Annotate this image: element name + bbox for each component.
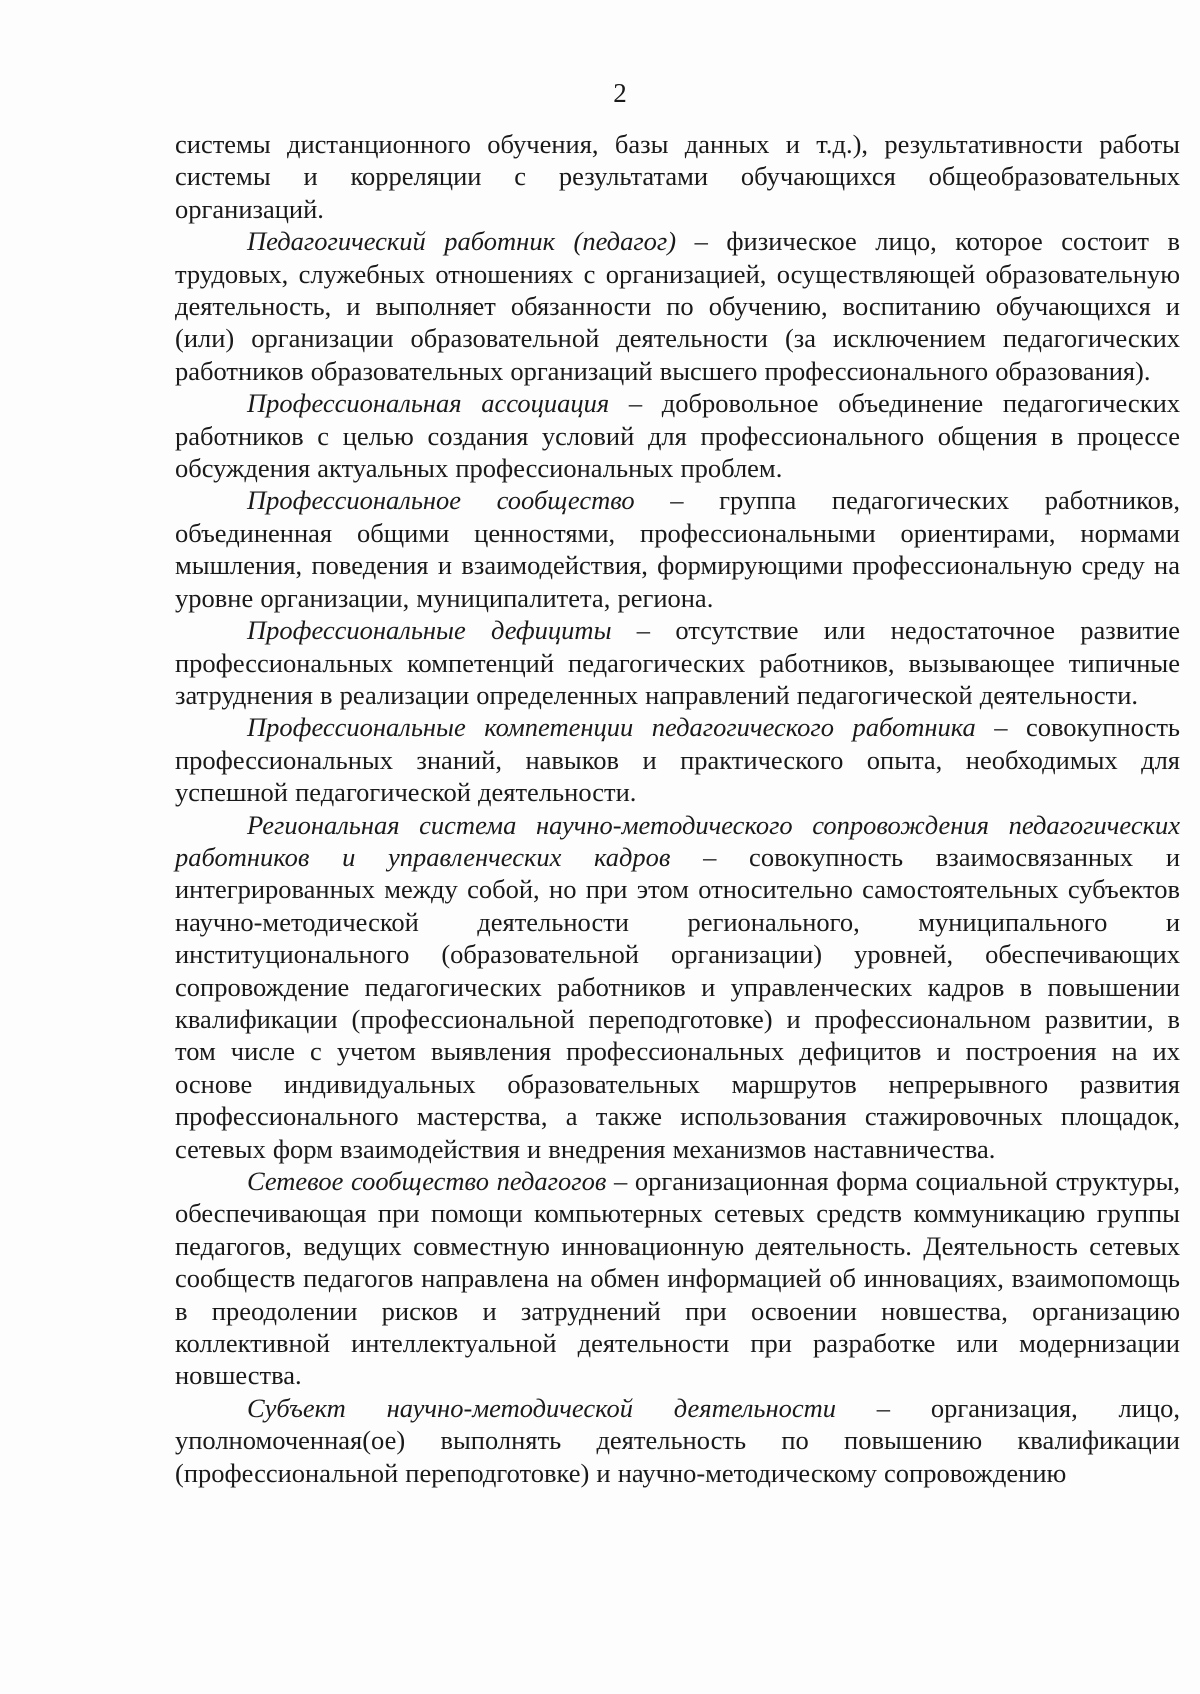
definition-paragraph — [175, 1392, 1180, 1489]
definition-term: Профессиональные дефициты — [247, 615, 612, 646]
definition-term: Педагогический работник (педагог) — [247, 226, 677, 257]
definition-text: – организация, лицо, уполномоченная(ое) выполнять деятельность по повышению квалификации (профессиональной переподготовке) и научно-методическому сопровождению — [175, 1392, 1180, 1488]
definition-text: – совокупность профессиональных знаний, навыков и практического опыта, необходимых для успешной педагогической деятельности. — [175, 712, 1181, 808]
definition-term: Сетевое сообщество педагогов — [247, 1166, 607, 1196]
definition-paragraph — [175, 225, 1180, 387]
definition-paragraph — [175, 809, 1180, 1165]
definition-text: – отсутствие или недостаточное развитие профессиональных компетенций педагогических работников, вызывающее типичные затруднения в реализации определенных направлений педагогической деятельности. — [175, 615, 1180, 710]
paragraph-continuation — [175, 128, 1180, 225]
definition-text: – добровольное объединение педагогических работников с целью создания условий для профессионального общения в процессе обсуждения актуальных профессиональных проблем. — [175, 388, 1180, 484]
definition-term: Профессиональная ассоциация — [247, 388, 610, 419]
definition-paragraph — [175, 711, 1180, 808]
definition-text: – группа педагогических работников, объединенная общими ценностями, профессиональными ориентирами, нормами мышления, поведения и взаимодействия, формирующими профессиональную среду на уровне организации, муниципалитета, региона. — [175, 485, 1180, 613]
definition-term: Региональная система научно-методического сопровождения педагогических работников и управленческих кадров — [175, 809, 1180, 872]
definition-text: – организационная форма социальной структуры, обеспечивающая при помощи компьютерных сетевых средств коммуникацию группы педагогов, ведущих совместную инновационную деятельность. Деятельность сетевых сообществ педагогов направлена на обмен информацией об инновациях, взаимопомощь в преодолении рисков и затруднений при освоении новшества, организацию коллективной интеллектуальной деятельности при разработке или модернизации новшества. — [175, 1166, 1180, 1391]
definition-paragraph — [175, 387, 1180, 484]
definition-paragraph — [175, 614, 1180, 711]
paragraph-text: системы дистанционного обучения, базы данных и т.д.), результативности работы системы и корреляции с результатами обучающихся общеобразовательных организаций. — [175, 129, 1180, 224]
definition-paragraph — [175, 1165, 1180, 1392]
definition-term: Субъект научно-методической деятельности — [247, 1392, 836, 1423]
definition-text: – физическое лицо, которое состоит в трудовых, служебных отношениях с организацией, осуществляющей образовательную деятельность, и выполняет обязанности по обучению, воспитанию обучающихся и (или) организации образовательной деятельности (за исключением педагогических работников образовательных организаций высшего профессионального образования). — [175, 226, 1180, 386]
page-number: 2 — [613, 78, 627, 108]
document-body — [175, 128, 1180, 1489]
definition-term: Профессиональное сообщество — [247, 485, 635, 516]
definition-text: – совокупность взаимосвязанных и интегрированных между собой, но при этом относительно самостоятельных субъектов научно-методической деятельности регионального, муниципального и институционального (образовательной организации) уровней, обеспечивающих сопровождение педагогических работников и управленческих кадров в повышении квалификации (профессиональной переподготовке) и профессиональном развитии, в том числе с учетом выявления профессиональных дефицитов и построения на их основе индивидуальных образовательных маршрутов непрерывного развития профессионального мастерства, а также использования стажировочных площадок, сетевых форм взаимодействия и внедрения механизмов наставничества. — [175, 841, 1180, 1164]
definition-term: Профессиональные компетенции педагогического работника — [247, 712, 976, 743]
definition-paragraph — [175, 484, 1180, 614]
